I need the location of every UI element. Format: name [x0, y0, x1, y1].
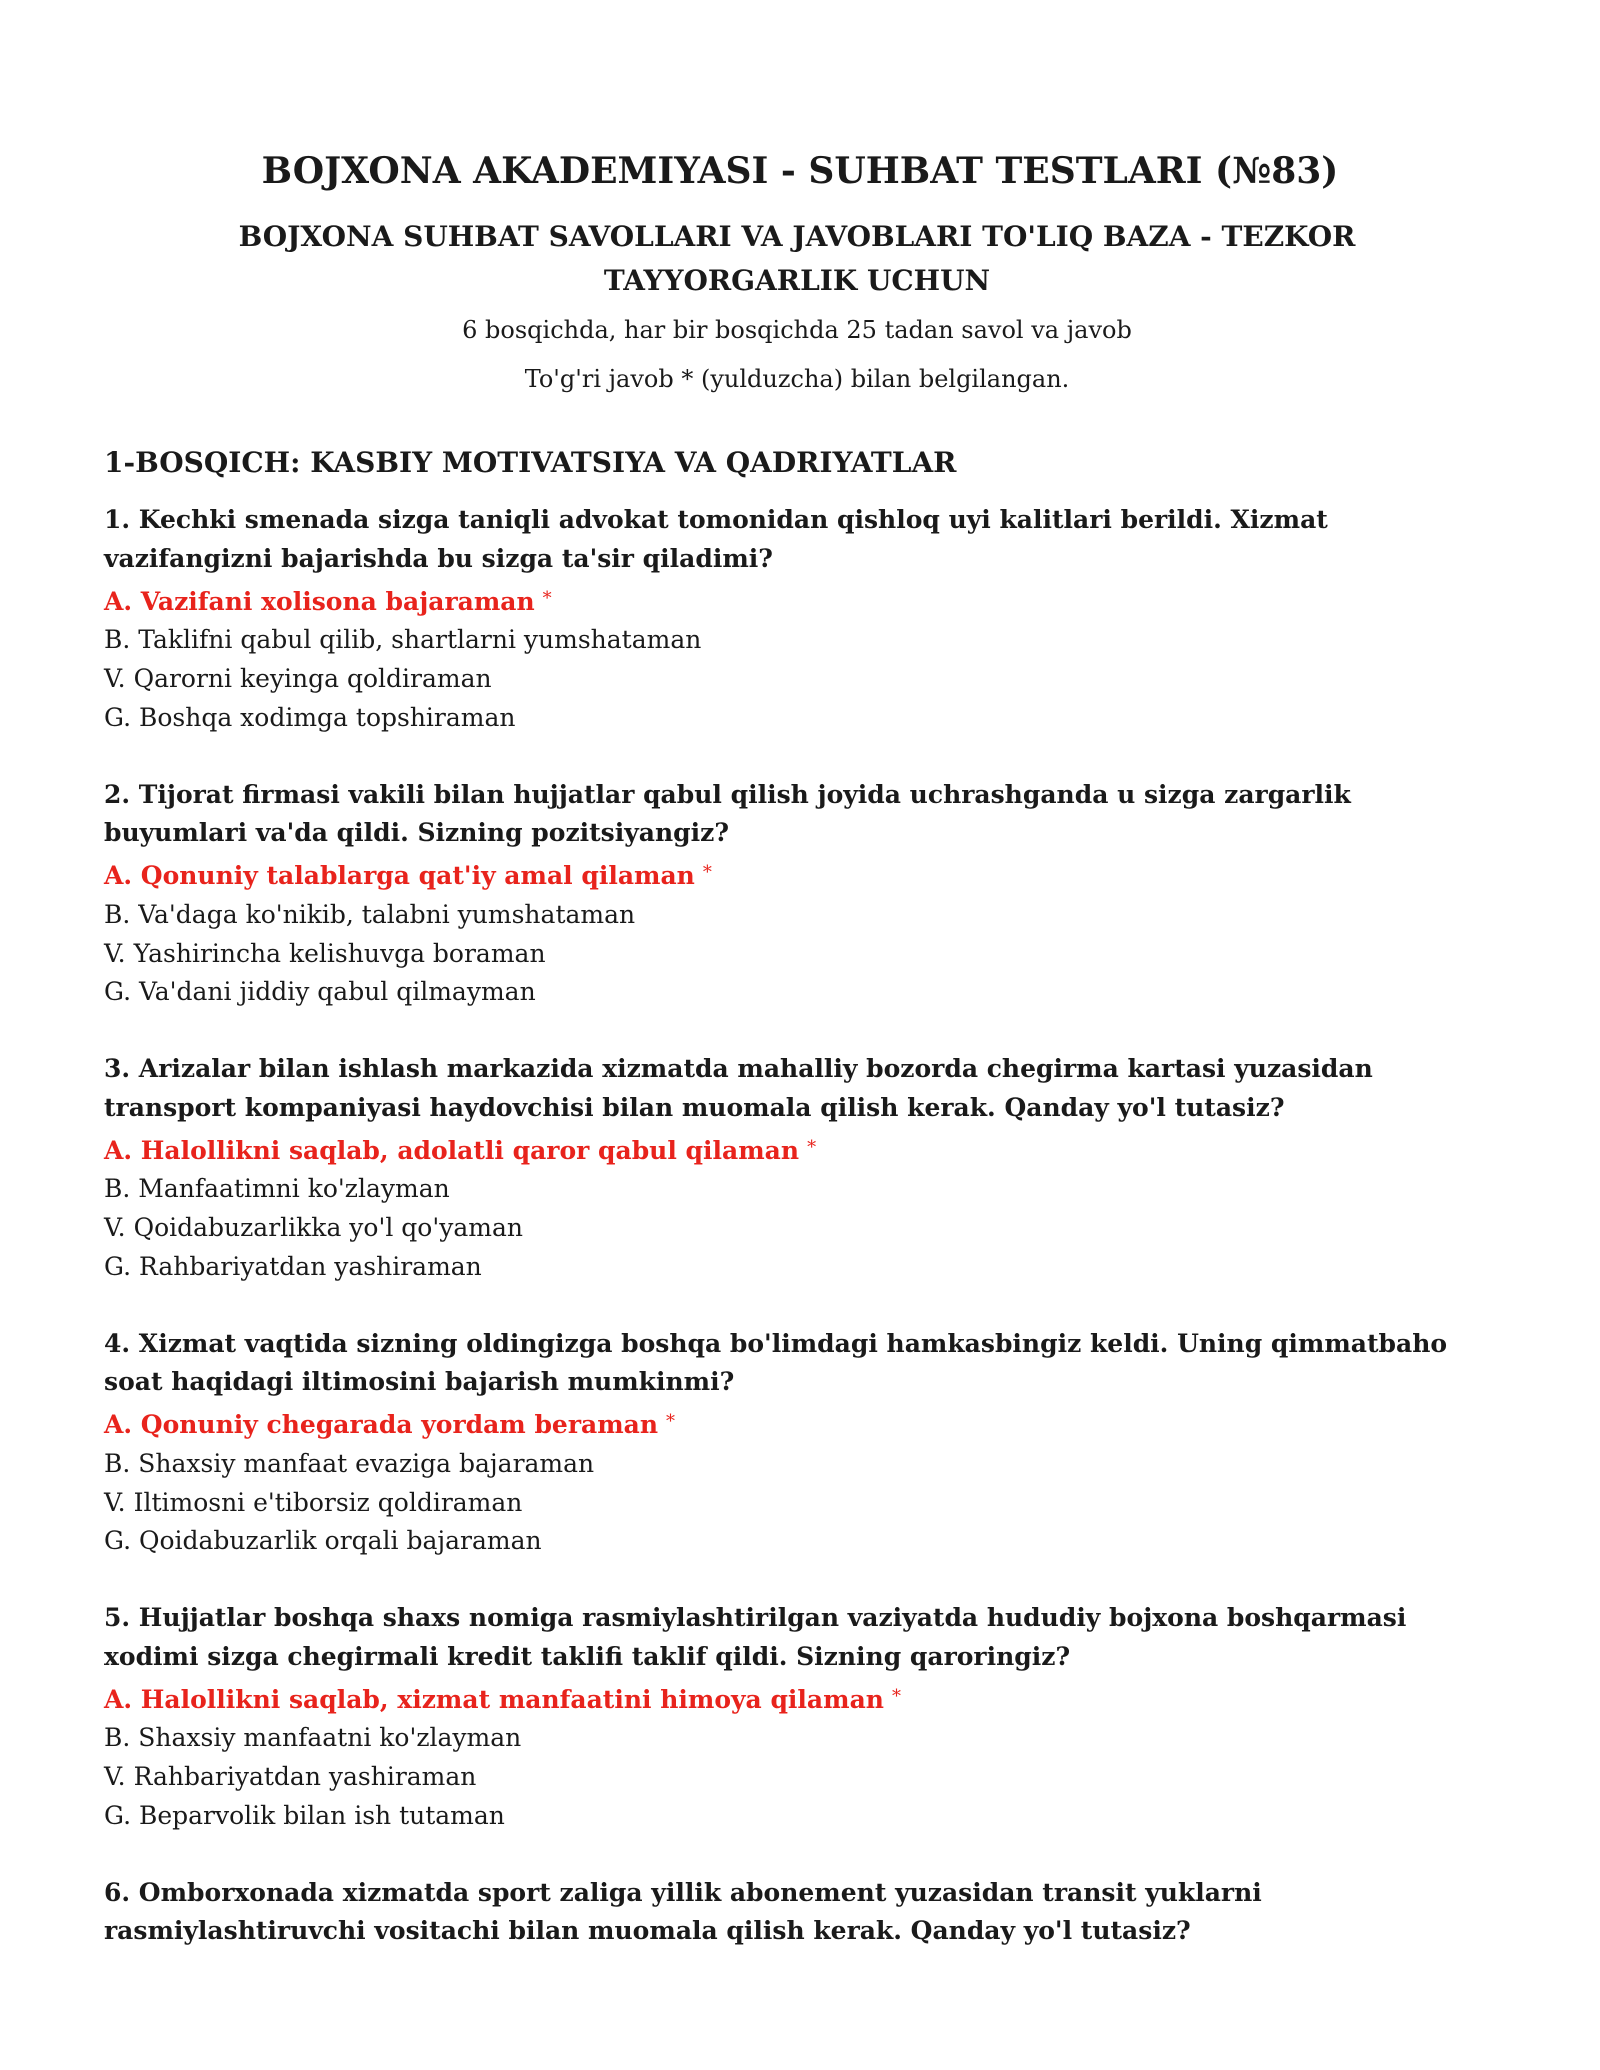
- answer-option: B. Shaxsiy manfaatni ko'zlayman: [104, 1723, 522, 1753]
- question-item: [104, 1599, 1490, 1836]
- answer-option: G. Boshqa xodimga topshiraman: [104, 702, 516, 732]
- answer-label: A. Qonuniy talablarga qat'iy amal qilaman: [104, 861, 695, 891]
- answer-option: G. Qoidabuzarlik orqali bajaraman: [104, 1526, 542, 1556]
- document-subtitle: BOJXONA SUHBAT SAVOLLARI VA JAVOBLARI TO'LIQ BAZA - TEZKOR TAYYORGARLIK UCHUN: [238, 220, 1356, 297]
- question-text: 6. Omborxonada xizmatda sport zaliga yillik abonement yuzasidan transit yuklarni rasmiylashtiruvchi vositachi bilan muomala qilish kerak. Qanday yo'l tutasiz?: [104, 1877, 1262, 1946]
- question-text: 2. Tijorat firmasi vakili bilan hujjatlar qabul qilish joyida uchrashganda u sizga zargarlik buyumlari va'da qildi. Sizning pozitsiyangiz?: [104, 779, 1351, 848]
- section-title: 1-BOSQICH: KASBIY MOTIVATSIYA VA QADRIYATLAR: [104, 445, 957, 479]
- answer-option: B. Shaxsiy manfaat evaziga bajaraman: [104, 1448, 595, 1478]
- answer-label: A. Qonuniy chegarada yordam beraman: [104, 1410, 659, 1440]
- question-text: 1. Kechki smenada sizga taniqli advokat tomonidan qishloq uyi kalitlari berildi. Xizmat vazifangizni bajarishda bu sizga ta'sir qiladimi?: [104, 505, 1328, 573]
- answer-option: V. Rahbariyatdan yashiraman: [104, 1762, 477, 1792]
- question-item: [104, 1325, 1490, 1562]
- correct-mark-star: *: [702, 862, 712, 884]
- question-list: [104, 501, 1490, 1951]
- correct-mark-star: *: [542, 587, 552, 609]
- answer-option: B. Va'daga ko'nikib, talabni yumshataman: [104, 899, 636, 929]
- document-title: BOJXONA AKADEMIYASI - SUHBAT TESTLARI (№83): [261, 150, 1339, 192]
- answer-option-correct: [104, 857, 1490, 896]
- question-item: [104, 1874, 1490, 1952]
- answer-label: A. Halollikni saqlab, adolatli qaror qabul qilaman: [104, 1135, 800, 1165]
- answer-option: G. Rahbariyatdan yashiraman: [104, 1251, 482, 1281]
- answer-option: V. Qoidabuzarlikka yo'l qo'yaman: [104, 1213, 523, 1243]
- info-line-correct-mark: To'g'ri javob * (yulduzcha) bilan belgilangan.: [524, 364, 1070, 393]
- question-text: 3. Arizalar bilan ishlash markazida xizmatda mahalliy bozorda chegirma kartasi yuzasidan transport kompaniyasi haydovchisi bilan muomala qilish kerak. Qanday yo'l tutasiz?: [104, 1054, 1373, 1122]
- answer-option-correct: [104, 1681, 1490, 1720]
- document-header: [104, 150, 1490, 394]
- question-text: 5. Hujjatlar boshqa shaxs nomiga rasmiylashtirilgan vaziyatda hududiy bojxona boshqarmasi xodimi sizga chegirmali kredit taklifi taklif qildi. Sizning qaroringiz?: [104, 1603, 1407, 1671]
- answer-option: V. Yashirincha kelishuvga boraman: [104, 938, 546, 968]
- answer-label: A. Vazifani xolisona bajaraman: [104, 586, 535, 616]
- answer-option: B. Taklifni qabul qilib, shartlarni yumshataman: [104, 625, 702, 655]
- answer-option: V. Iltimosni e'tiborsiz qoldiraman: [104, 1487, 523, 1517]
- correct-mark-star: *: [891, 1685, 901, 1707]
- answer-option: V. Qarorni keyinga qoldiraman: [104, 664, 492, 694]
- answer-label: A. Halollikni saqlab, xizmat manfaatini himoya qilaman: [104, 1684, 884, 1714]
- info-line-stages: 6 bosqichda, har bir bosqichda 25 tadan savol va javob: [462, 315, 1132, 344]
- answer-option-correct: [104, 1132, 1490, 1171]
- question-item: [104, 1050, 1490, 1287]
- question-item: [104, 776, 1490, 1013]
- correct-mark-star: *: [666, 1411, 676, 1433]
- answer-option-correct: [104, 583, 1490, 622]
- correct-mark-star: *: [807, 1136, 817, 1158]
- answer-option-correct: [104, 1406, 1490, 1445]
- question-item: [104, 501, 1490, 738]
- question-text: 4. Xizmat vaqtida sizning oldingizga boshqa bo'limdagi hamkasbingiz keldi. Uning qimmatbaho soat haqidagi iltimosini bajarish mumkinmi?: [104, 1328, 1448, 1397]
- answer-option: B. Manfaatimni ko'zlayman: [104, 1174, 450, 1204]
- answer-option: G. Beparvolik bilan ish tutaman: [104, 1800, 505, 1830]
- answer-option: G. Va'dani jiddiy qabul qilmayman: [104, 977, 536, 1007]
